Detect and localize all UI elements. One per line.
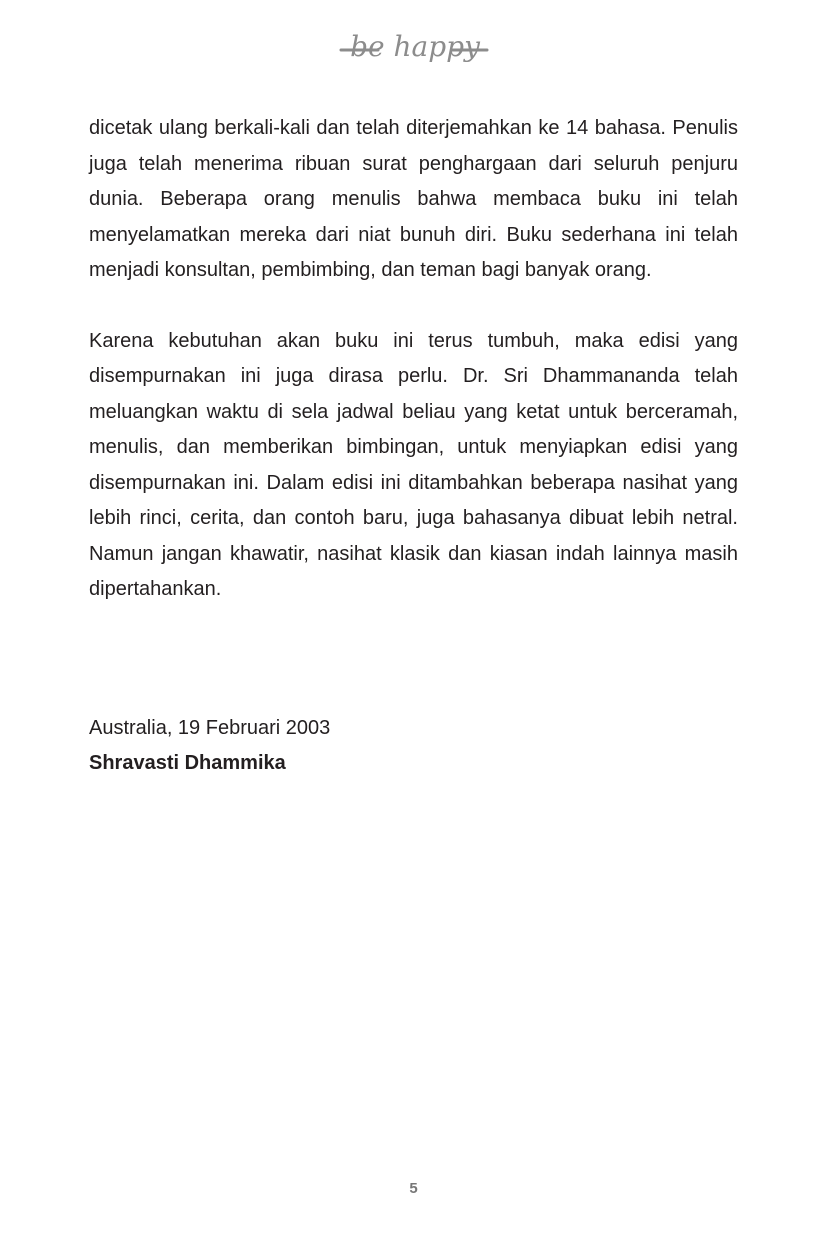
signoff bbox=[89, 711, 330, 781]
page-number: 5 bbox=[409, 1180, 418, 1197]
be-happy-logo bbox=[0, 28, 827, 78]
author-name: Shravasti Dhammika bbox=[89, 752, 286, 774]
logo-text: be happy bbox=[350, 30, 480, 63]
place-date: Australia, 19 Februari 2003 bbox=[89, 717, 331, 739]
paragraph-2: Karena kebutuhan akan buku ini terus tumbuh, maka edisi yang disempurnakan ini juga dirasa perlu. Dr. Sri Dhammananda telah meluangkan waktu di sela jadwal beliau yang ketat untuk berceramah, menulis, dan memberikan bimbingan, untuk menyiapkan edisi yang disempurnakan ini. Dalam edisi ini ditambahkan beberapa nasihat yang lebih rinci, cerita, dan contoh baru, juga bahasanya dibuat lebih netral. Namun jangan khawatir, nasihat klasik dan kiasan indah lainnya masih dipertahankan. bbox=[89, 329, 738, 600]
body-text bbox=[89, 111, 738, 608]
running-header bbox=[0, 28, 827, 78]
paragraph-1: dicetak ulang berkali-kali dan telah diterjemahkan ke 14 bahasa. Penulis juga telah menerima ribuan surat penghargaan dari seluruh penjuru dunia. Beberapa orang menulis bahwa membaca buku ini telah menyelamatkan mereka dari niat bunuh diri. Buku sederhana ini telah menjadi konsultan, pembimbing, dan teman bagi banyak orang. bbox=[89, 117, 738, 281]
